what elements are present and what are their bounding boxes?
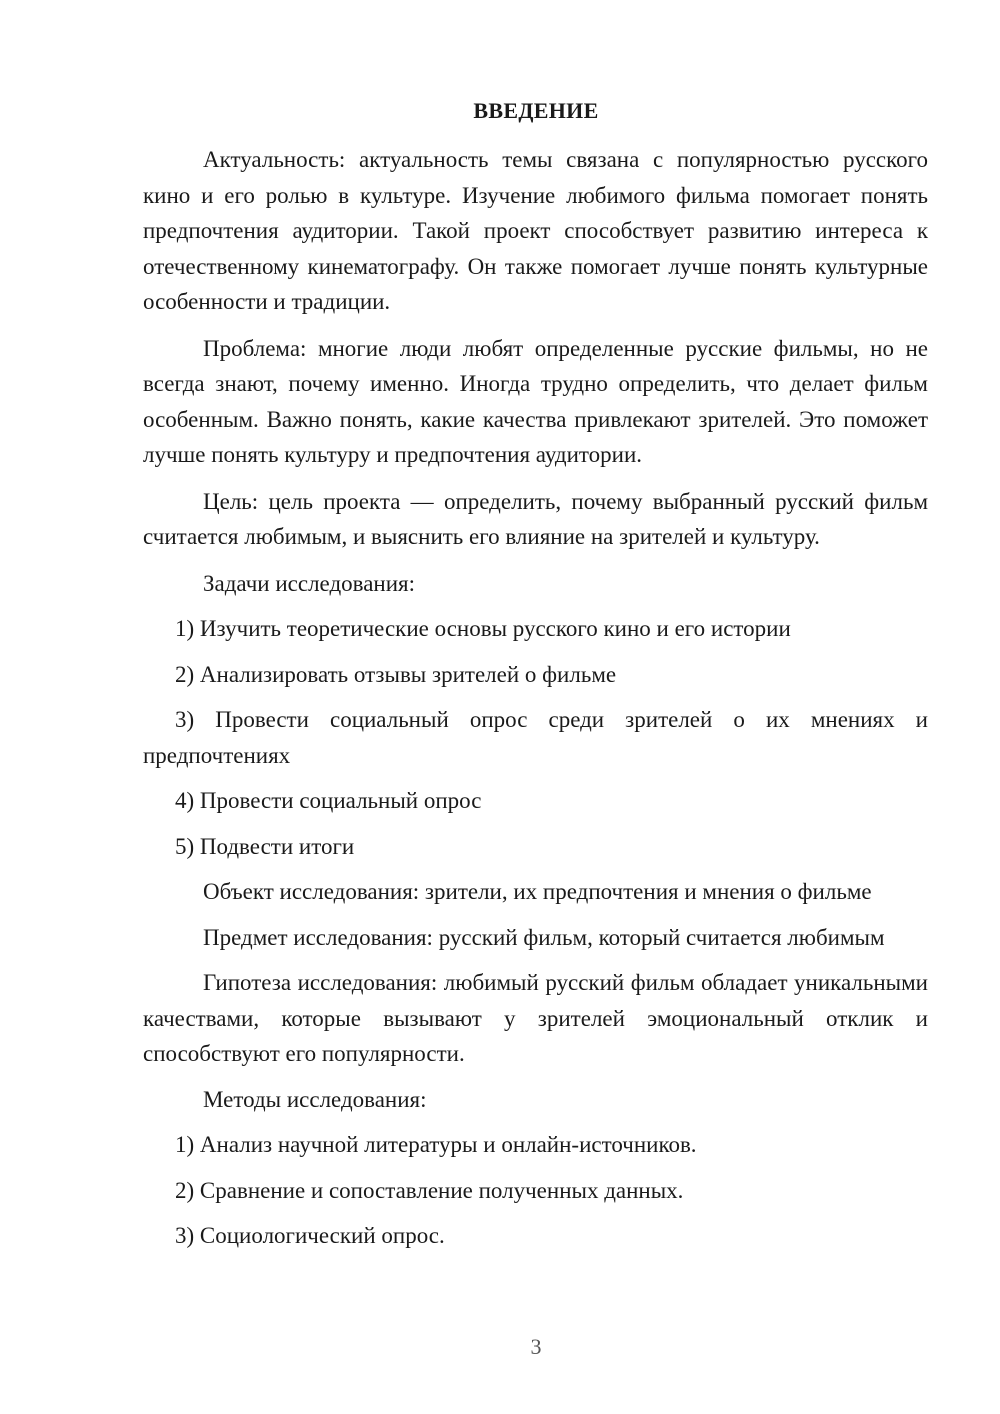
- goal-paragraph: Цель: цель проекта — определить, почему выбранный русский фильм считается любимым, и выяснить его влияние на зрителей и культуру.: [143, 488, 928, 549]
- page-body: [143, 142, 928, 1254]
- task-item: 2) Анализировать отзывы зрителей о фильме: [175, 661, 617, 687]
- method-item: 1) Анализ научной литературы и онлайн-источников.: [175, 1132, 697, 1157]
- task-item: 4) Провести социальный опрос: [175, 788, 482, 813]
- subject-paragraph: Предмет исследования: русский фильм, который считается любимым: [203, 924, 885, 950]
- method-item: 3) Социологический опрос.: [175, 1223, 445, 1248]
- method-item: 2) Сравнение и сопоставление полученных данных.: [175, 1177, 684, 1203]
- task-item: 3) Провести социальный опрос среди зрителей о их мнениях и предпочтениях: [143, 707, 928, 768]
- object-paragraph: Объект исследования: зрители, их предпочтения и мнения о фильме: [203, 879, 872, 904]
- methods-heading: Методы исследования:: [203, 1086, 427, 1112]
- relevance-paragraph: Актуальность: актуальность темы связана с популярностью русского кино и его ролью в культуре. Изучение любимого фильма помогает понять предпочтения аудитории. Такой проект способствует развитию интереса к отечественному кинематографу. Он также помогает лучше понять культурные особенности и традиции.: [143, 147, 928, 314]
- problem-paragraph: Проблема: многие люди любят определенные русские фильмы, но не всегда знают, почему именно. Иногда трудно определить, что делает фильм особенным. Важно понять, какие качества привлекают зрителей. Это поможет лучше понять культуру и предпочтения аудитории.: [143, 335, 928, 467]
- task-item: 1) Изучить теоретические основы русского кино и его истории: [175, 616, 791, 641]
- task-item: 5) Подвести итоги: [175, 833, 355, 859]
- hypothesis-paragraph: Гипотеза исследования: любимый русский фильм обладает уникальными качествами, которые вызывают у зрителей эмоциональный отклик и способствуют его популярности.: [143, 970, 928, 1066]
- page-heading: ВВЕДЕНИЕ: [473, 98, 599, 123]
- page-number: 3: [530, 1334, 542, 1359]
- tasks-heading: Задачи исследования:: [203, 570, 416, 596]
